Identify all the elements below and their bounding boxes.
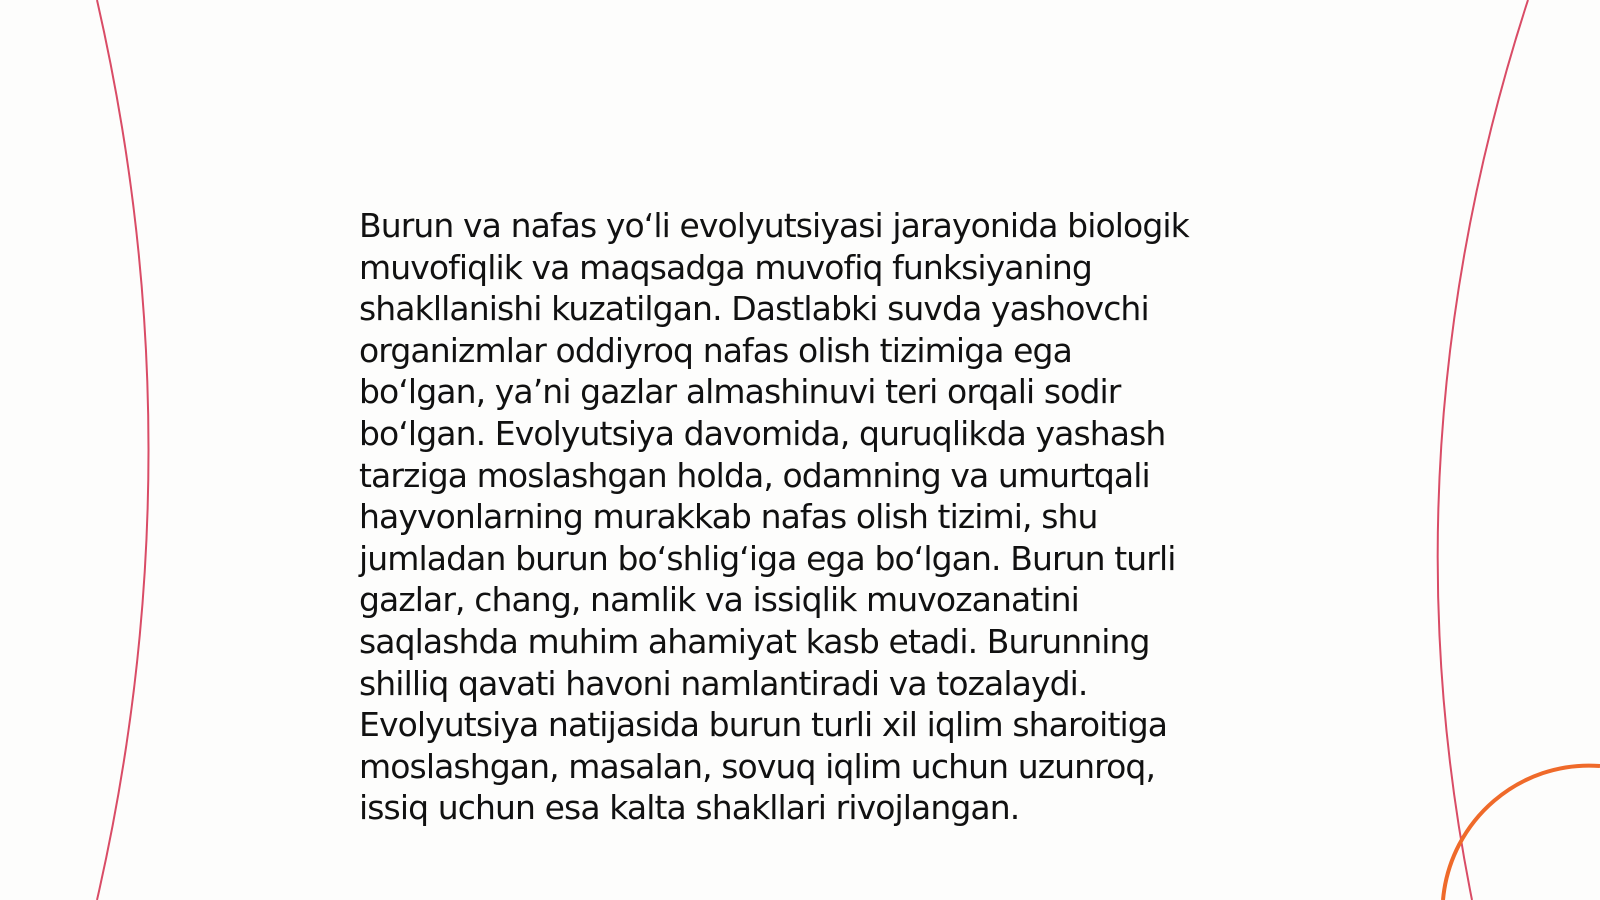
corner-orange-arc bbox=[1443, 766, 1600, 900]
slide-body-text: Burun va nafas yo‘li evolyutsiyasi jarayonida biologik muvofiqlik va maqsadga muvofiq funksiyaning shakllanishi kuzatilgan. Dastlabki suvda yashovchi organizmlar oddiyroq nafas olish tizimiga ega bo‘lgan, ya’ni gazlar almashinuvi teri orqali sodir bo‘lgan. Evolyutsiya davomida, quruqlikda yashash tarziga moslashgan holda, odamning va umurtqali hayvonlarning murakkab nafas olish tizimi, shu jumladan burun bo‘shlig‘iga ega bo‘lgan. Burun turli gazlar, chang, namlik va issiqlik muvozanatini saqlashda muhim ahamiyat kasb etadi. Burunning shilliq qavati havoni namlantiradi va tozalaydi. Evolyutsiya natijasida burun turli xil iqlim sharoitiga moslashgan, masalan, sovuq iqlim uchun uzunroq, issiq uchun esa kalta shakllari rivojlangan. bbox=[359, 206, 1189, 828]
right-arc-line bbox=[1438, 0, 1528, 900]
left-arc-line bbox=[97, 0, 149, 900]
